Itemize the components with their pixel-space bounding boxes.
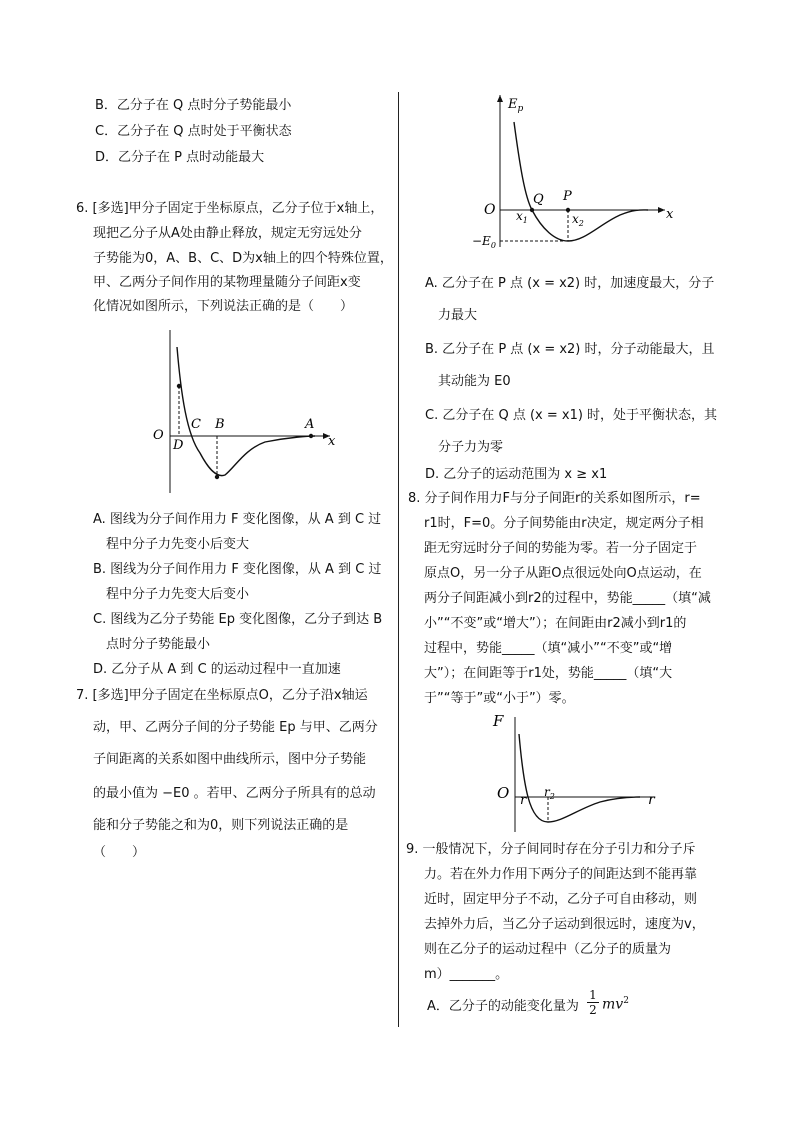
q6-stem-line: 现把乙分子从A处由静止释放，规定无穷远处分: [93, 226, 362, 241]
q6-option-line: D. 乙分子从 A 到 C 的运动过程中一直加速: [93, 662, 341, 677]
q6-option-line: B. 图线为分子间作用力 F 变化图像，从 A 到 C 过: [93, 562, 382, 577]
column-divider: [398, 92, 399, 1027]
q7-graph-ep: [470, 92, 685, 252]
q8-line: 原点O，另一分子从距O点很远处向O点运动，在: [424, 566, 702, 581]
label-f: F: [493, 712, 504, 730]
q6-option-line: C. 图线为乙分子势能 Ep 变化图像，乙分子到达 B: [93, 612, 383, 627]
label-d: D: [173, 438, 184, 453]
q7-stem-line: 7. [多选]甲分子固定在坐标原点O，乙分子沿x轴运: [76, 688, 368, 703]
label-c: C: [191, 417, 201, 432]
q6-option-line: 程中分子力先变大后变小: [93, 587, 250, 602]
q9-line: 去掉外力后，当乙分子运动到很远时，速度为v，: [424, 917, 705, 932]
fraction-denominator: 2: [589, 1003, 597, 1017]
label-r: r: [648, 792, 655, 808]
q7-stem-line: （ ）: [93, 845, 146, 860]
q7-option-line: A. 乙分子在 P 点 (x = x2) 时，加速度最大，分子: [425, 276, 715, 291]
q9-line: 则在乙分子的运动过程中（乙分子的质量为: [424, 942, 672, 957]
q8-graph-force: [490, 712, 670, 837]
q9-line: 力。若在外力作用下两分子的间距达到不能再靠: [424, 867, 698, 882]
q9-fraction: [587, 988, 599, 1017]
option-b: B．乙分子在 Q 点时分子势能最小: [95, 98, 292, 113]
label-a: A: [305, 417, 315, 432]
q7-option-line: D. 乙分子的运动范围为 x ≥ x1: [425, 467, 608, 482]
label-o: O: [153, 428, 164, 443]
fraction-numerator: 1: [587, 988, 599, 1003]
label-x2: $x_2$: [572, 212, 584, 228]
q9-line: 近时，固定甲分子不动，乙分子可自由移动，则: [424, 892, 698, 907]
q8-line: 于”“等于”或“小于”）零。: [424, 691, 575, 706]
label-x: x: [328, 434, 336, 449]
label-o: O: [497, 784, 510, 802]
label-x: x: [666, 207, 674, 222]
q6-option-line: 点时分子势能最小: [93, 637, 211, 652]
label-b: B: [215, 417, 225, 432]
q7-stem-line: 的最小值为 −E0 。若甲、乙两分子所具有的总动: [93, 786, 376, 801]
q6-stem-line: 子势能为0，A、B、C、D为x轴上的四个特殊位置，: [93, 251, 393, 266]
label-p: P: [563, 189, 572, 204]
q7-stem-line: 能和分子势能之和为0，则下列说法正确的是: [93, 818, 349, 833]
q8-line: 距无穷远时分子间的势能为零。若一分子固定于: [424, 541, 698, 556]
label-q: Q: [533, 192, 544, 207]
q6-stem-line: 甲、乙两分子间作用的某物理量随分子间距x变: [93, 275, 361, 290]
label-x1: $x_1$: [516, 209, 528, 225]
q8-line: 过程中，势能_____（填“减小”“不变”或“增: [424, 641, 673, 656]
q8-line: 小”“不变”或“增大”）；在间距由r2减小到r1的: [424, 616, 687, 631]
q9-line: 9. 一般情况下，分子间同时存在分子引力和分子斥: [406, 842, 696, 857]
label-o: O: [484, 202, 496, 218]
label-minus-e0: $-E_0$: [472, 234, 496, 250]
q6-option-line: A. 图线为分子间作用力 F 变化图像，从 A 到 C 过: [93, 512, 382, 527]
option-c: C．乙分子在 Q 点时处于平衡状态: [95, 124, 292, 139]
q8-line: 8. 分子间作用力F与分子间距r的关系如图所示，r=: [408, 491, 701, 506]
label-r2: $r_2$: [544, 785, 555, 801]
q6-option-line: 程中分子力先变小后变大: [93, 537, 250, 552]
q7-option-line: 其动能为 E0: [425, 374, 511, 389]
label-ep: $E_p$: [508, 97, 524, 114]
q9-option-a: A．乙分子的动能变化量为: [427, 999, 579, 1014]
q7-option-line: 力最大: [425, 308, 478, 323]
q7-option-line: B. 乙分子在 P 点 (x = x2) 时，分子动能最大，且: [425, 342, 715, 357]
q8-line: r1时，F=0。分子间势能由r决定，规定两分子相: [424, 516, 704, 531]
q8-line: 大”）；在间距等于r1处，势能_____（填“大: [424, 666, 673, 681]
q9-line: m）_______。: [424, 967, 509, 982]
option-d: D．乙分子在 P 点时动能最大: [95, 150, 265, 165]
q6-stem-line: 化情况如图所示，下列说法正确的是（ ）: [93, 299, 354, 314]
q9-formula-tail: $mv^2$: [602, 996, 629, 1013]
q7-stem-line: 子间距离的关系如图中曲线所示，图中分子势能: [93, 752, 367, 767]
q7-option-line: 分子力为零: [425, 440, 504, 455]
q6-stem-line: 6. [多选]甲分子固定于坐标原点，乙分子位于x轴上，: [76, 201, 384, 216]
q8-line: 两分子间距减小到r2的过程中，势能_____（填“减: [424, 591, 711, 606]
label-r1: r: [520, 793, 527, 808]
q7-option-line: C. 乙分子在 Q 点 (x = x1) 时，处于平衡状态，其: [425, 408, 718, 423]
q7-stem-line: 动，甲、乙两分子间的分子势能 Ep 与甲、乙两分: [93, 720, 378, 735]
q6-graph: [145, 325, 345, 500]
